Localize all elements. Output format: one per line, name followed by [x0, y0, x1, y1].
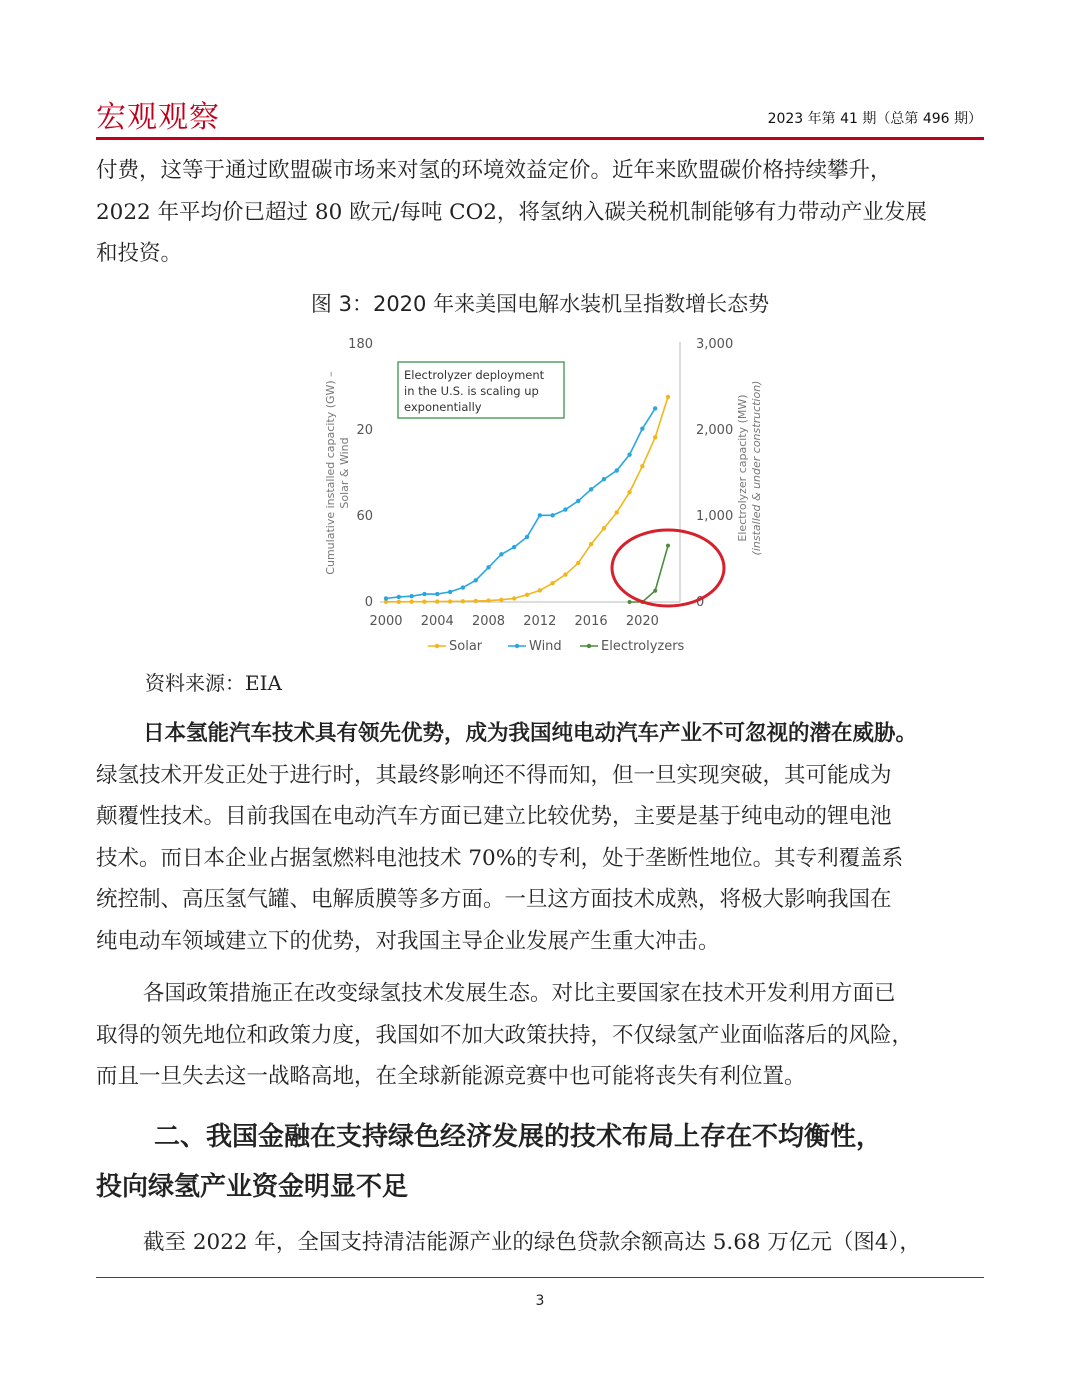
solar-point: [589, 542, 593, 546]
text-line: 各国政策措施正在改变绿氢技术发展生态。对比主要国家在技术开发利用方面已: [143, 981, 896, 1006]
electrolyzers-point: [628, 600, 632, 604]
section-heading: [96, 1112, 996, 1212]
left-tick-label: 60: [356, 509, 373, 524]
paragraph-carbon-price: [96, 150, 988, 275]
solar-point: [499, 598, 503, 602]
wind-point: [397, 595, 401, 599]
solar-point: [640, 464, 644, 468]
text-line: 和投资。: [96, 241, 183, 266]
solar-point: [653, 435, 657, 439]
header-divider: [96, 137, 984, 140]
wind-point: [589, 487, 593, 491]
annotation-line: Electrolyzer deployment: [404, 368, 545, 382]
text-line: 统控制、高压氢气罐、电解质膜等多方面。一旦这方面技术成熟，将极大影响我国在: [96, 887, 892, 912]
text-line: 而且一旦失去这一战略高地，在全球新能源竞赛中也可能将丧失有利位置。: [96, 1064, 806, 1089]
left-axis-ticks: [348, 337, 373, 610]
solar-point: [525, 593, 529, 597]
solar-point: [615, 510, 619, 514]
electrolyzer-chart: [318, 328, 778, 663]
wind-point: [602, 477, 606, 481]
solar-point: [563, 572, 567, 576]
paragraph-green-loans: [96, 1222, 988, 1264]
solar-point: [448, 599, 452, 603]
solar-point: [409, 600, 413, 604]
heading-line: 投向绿氢产业资金明显不足: [96, 1172, 409, 1202]
x-tick-label: 2008: [471, 614, 506, 629]
lead-sentence: 日本氢能汽车技术具有领先优势，成为我国纯电动汽车产业不可忽视的潜在威胁。: [143, 721, 918, 746]
wind-point: [576, 499, 580, 503]
wind-point: [538, 513, 542, 517]
annotation-line: in the U.S. is scaling up: [404, 384, 539, 398]
wind-point: [499, 552, 503, 556]
electrolyzers-point: [666, 544, 670, 548]
paragraph-policy: [96, 973, 988, 1098]
left-axis-label-line: Solar & Wind: [338, 437, 351, 509]
right-axis-label-line: Electrolyzer capacity (MW): [736, 394, 749, 542]
x-tick-label: 2020: [625, 614, 659, 629]
legend: [428, 639, 685, 654]
right-tick-label: 1,000: [696, 509, 734, 524]
solar-point: [550, 581, 554, 585]
text-line: 付费，这等于通过欧盟碳市场来对氢的环境效益定价。近年来欧盟碳价格持续攀升，: [96, 158, 892, 183]
solar-point: [397, 600, 401, 604]
electrolyzers-legend-marker: [587, 644, 591, 648]
x-tick-label: 2016: [574, 614, 608, 629]
solar-point: [602, 526, 606, 530]
text-line: 颠覆性技术。目前我国在电动汽车方面已建立比较优势，主要是基于纯电动的锂电池: [96, 804, 892, 829]
left-axis-label-line: Cumulative installed capacity (GW) –: [324, 371, 337, 575]
wind-point: [461, 585, 465, 589]
electrolyzers-legend-label: Electrolyzers: [601, 639, 685, 654]
right-tick-label: 0: [696, 595, 705, 610]
wind-point: [486, 565, 490, 569]
solar-point: [422, 600, 426, 604]
x-axis-ticks: [369, 614, 658, 629]
solar-point: [538, 588, 542, 592]
wind-point: [550, 513, 554, 517]
right-axis-label: [736, 381, 763, 556]
x-tick-label: 2012: [523, 614, 557, 629]
wind-series-line: [386, 408, 655, 598]
annotation-line: exponentially: [404, 400, 482, 414]
wind-point: [422, 592, 426, 596]
solar-point: [512, 596, 516, 600]
heading-line: 二、我国金融在支持绿色经济发展的技术布局上存在不均衡性，: [154, 1122, 883, 1152]
right-axis-label-line: (installed & under construction): [750, 380, 763, 556]
right-axis-ticks: [696, 337, 733, 610]
solar-legend-label: Solar: [449, 639, 483, 654]
solar-point: [474, 599, 478, 603]
text-line: 绿氢技术开发正处于进行时，其最终影响还不得而知，但一旦实现突破，其可能成为: [96, 762, 892, 788]
solar-point: [435, 599, 439, 603]
x-tick-label: 2004: [420, 614, 454, 629]
wind-point: [525, 535, 529, 539]
series-layer: [384, 395, 670, 604]
header-title: 宏观观察: [96, 100, 220, 135]
solar-point: [461, 599, 465, 603]
left-axis-label: [324, 371, 351, 574]
text-line: 2022 年平均价已超过 80 欧元/每吨 CO2，将氢纳入碳关税机制能够有力带动产业发展: [96, 199, 927, 225]
left-tick-label: 0: [364, 595, 373, 610]
wind-point: [474, 578, 478, 582]
wind-legend-label: Wind: [529, 639, 562, 654]
x-tick-label: 2000: [369, 614, 403, 629]
wind-point: [512, 545, 516, 549]
right-tick-label: 2,000: [696, 423, 734, 438]
solar-legend-marker: [435, 644, 439, 648]
wind-point: [615, 468, 619, 472]
wind-point: [435, 592, 439, 596]
wind-point: [384, 596, 388, 600]
text-line: 技术。而日本企业占据氢燃料电池技术 70%的专利，处于垄断性地位。其专利覆盖系: [96, 845, 904, 871]
solar-series-line: [386, 397, 668, 602]
solar-point: [486, 598, 490, 602]
solar-point: [627, 490, 631, 494]
wind-point: [563, 507, 567, 511]
highlight-ellipse: [612, 530, 724, 606]
wind-point: [640, 426, 644, 430]
footer-divider: [96, 1277, 984, 1278]
wind-point: [409, 594, 413, 598]
issue-number: 2023 年第 41 期（总第 496 期）: [767, 111, 982, 127]
right-tick-label: 3,000: [696, 337, 734, 352]
solar-point: [666, 395, 670, 399]
wind-point: [653, 406, 657, 410]
text-line: 截至 2022 年，全国支持清洁能源产业的绿色贷款余额高达 5.68 万亿元（图4），: [143, 1230, 921, 1255]
paragraph-japan-hydrogen: [96, 713, 988, 962]
left-tick-label: 180: [348, 337, 373, 352]
solar-point: [576, 561, 580, 565]
figure-source: 资料来源：EIA: [145, 671, 282, 695]
electrolyzers-series-line: [630, 546, 668, 602]
left-tick-label: 20: [356, 423, 373, 438]
electrolyzers-point: [653, 589, 657, 593]
wind-point: [448, 590, 452, 594]
text-line: 纯电动车领域建立下的优势，对我国主导企业发展产生重大冲击。: [96, 928, 720, 954]
wind-point: [627, 452, 631, 456]
page-number: 3: [535, 1293, 545, 1309]
text-line: 取得的领先地位和政策力度，我国如不加大政策扶持，不仅绿氢产业面临落后的风险，: [96, 1022, 914, 1048]
wind-legend-marker: [515, 644, 519, 648]
figure-caption: 图 3：2020 年来美国电解水装机呈指数增长态势: [310, 292, 770, 316]
